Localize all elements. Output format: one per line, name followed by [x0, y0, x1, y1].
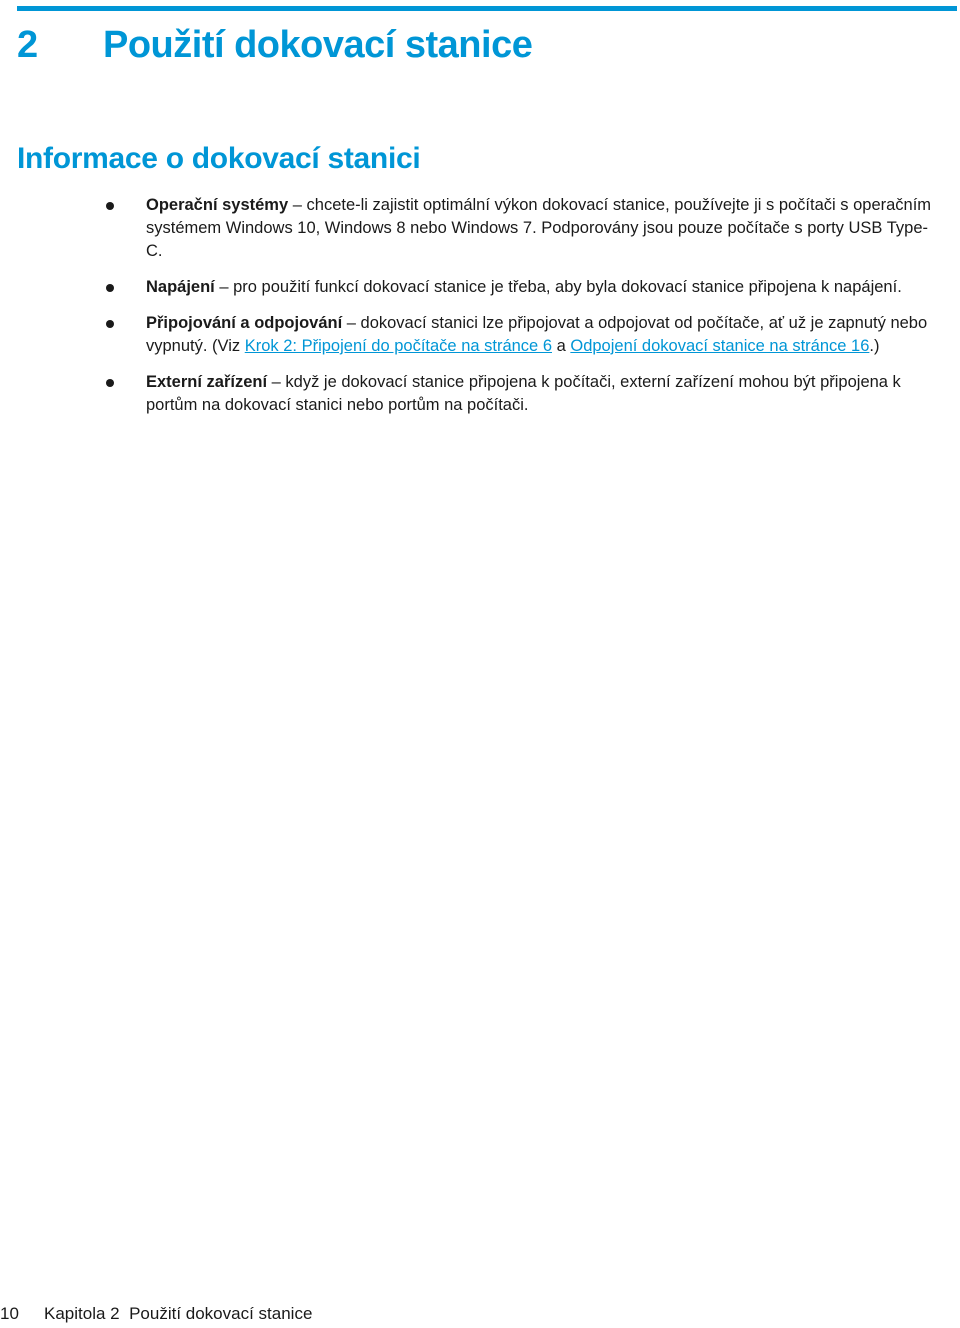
chapter-heading — [17, 24, 532, 67]
list-item — [0, 371, 960, 417]
list-item — [0, 276, 960, 299]
bullet-text: – když je dokovací stanice připojena k počítači, externí zařízení mohou být připojena k portům na dokovací stanici nebo portům na počítači. — [146, 373, 901, 414]
list-item — [0, 194, 960, 263]
bullet-text: – dokovací stanici lze připojovat a odpojovat od počítače, ať už je zapnutý nebo vypnutý. (Viz — [146, 314, 928, 355]
page-footer — [0, 1304, 312, 1324]
section-heading: Informace o dokovací stanici — [17, 142, 421, 175]
bullet-term: Napájení — [146, 278, 215, 296]
footer-chapter-label: Kapitola 2 — [44, 1304, 120, 1323]
bullet-text-end: .) — [869, 337, 880, 355]
bullet-text: – chcete-li zajistit optimální výkon dokovací stanice, používejte ji s počítači s operačním systémem Windows 10, Windows 8 nebo Windows 7. Podporovány jsou pouze počítače s porty USB Type-C. — [146, 196, 932, 260]
link-connect-to-computer[interactable]: Krok 2: Připojení do počítače na stránce 6 — [244, 337, 552, 355]
list-item — [0, 312, 960, 358]
bullet-icon — [106, 202, 114, 210]
bullet-term: Externí zařízení — [146, 373, 268, 391]
chapter-number: 2 — [17, 24, 38, 66]
bullet-icon — [106, 379, 114, 387]
bullet-icon — [106, 320, 114, 328]
page-number: 10 — [0, 1304, 19, 1323]
bullet-text-mid: a — [552, 337, 571, 355]
bullet-text: – pro použití funkcí dokovací stanice je třeba, aby byla dokovací stanice připojena k napájení. — [214, 278, 902, 296]
footer-chapter-title: Použití dokovací stanice — [129, 1304, 313, 1323]
bullet-list — [0, 194, 960, 430]
chapter-title: Použití dokovací stanice — [103, 24, 533, 66]
top-rule — [17, 6, 957, 11]
bullet-icon — [106, 284, 114, 292]
bullet-term: Připojování a odpojování — [146, 314, 343, 332]
link-disconnect-dock[interactable]: Odpojení dokovací stanice na stránce 16 — [570, 337, 870, 355]
bullet-term: Operační systémy — [146, 196, 289, 214]
